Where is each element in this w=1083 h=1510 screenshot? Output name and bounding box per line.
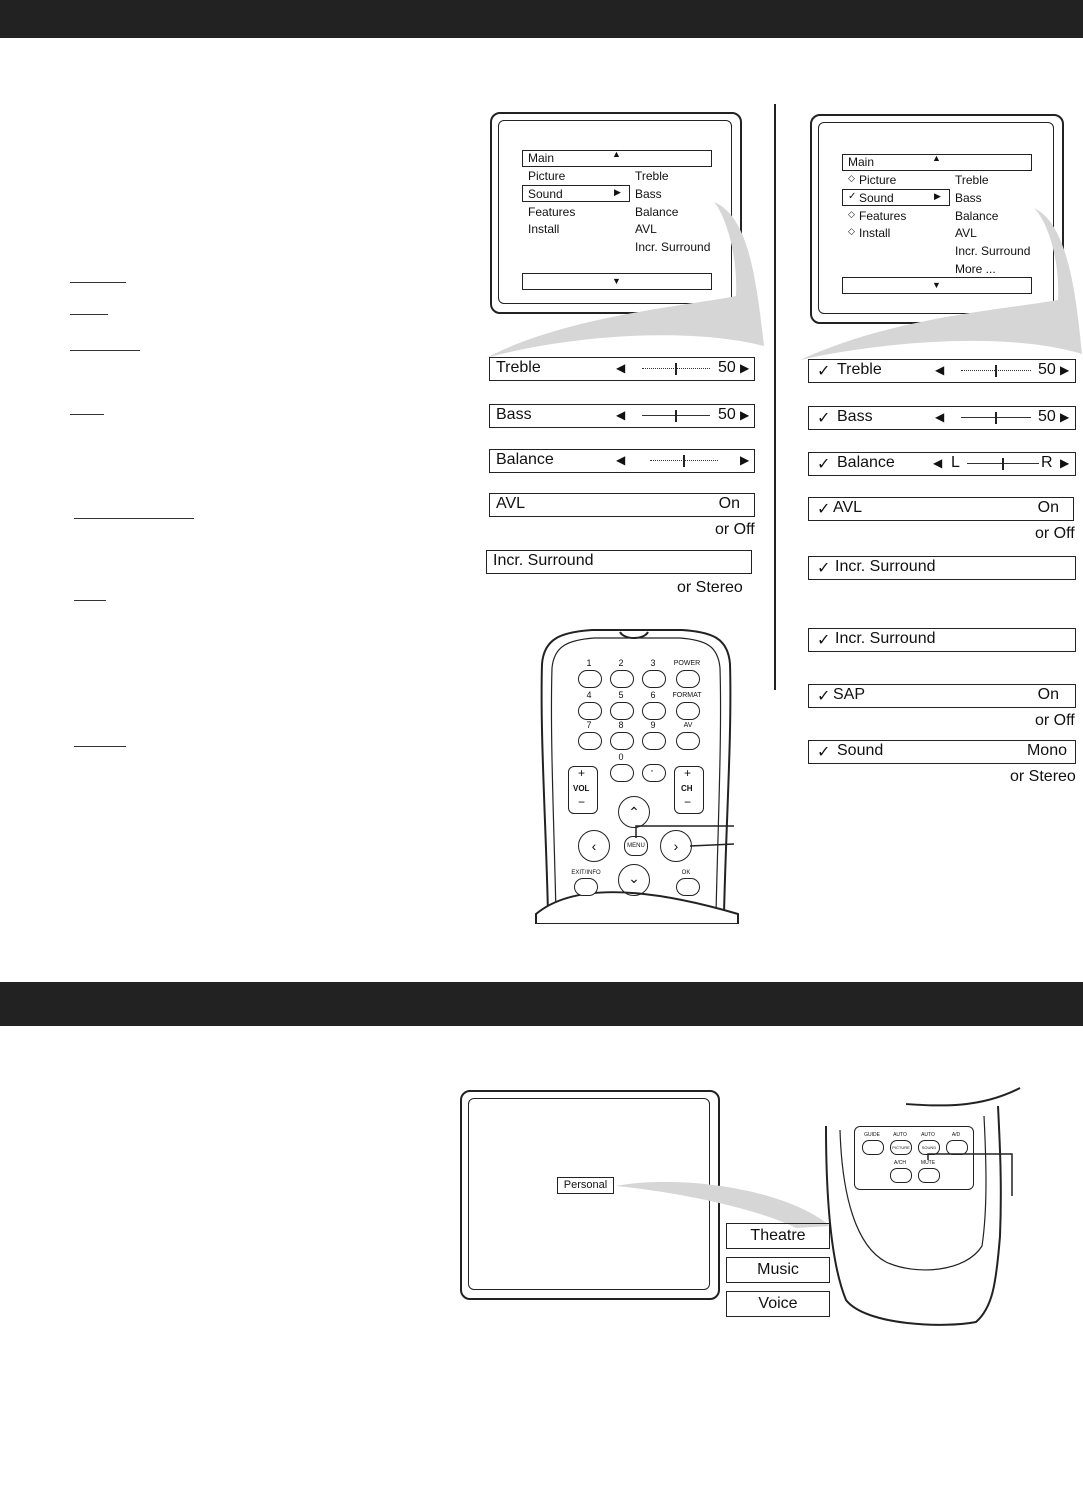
key-2[interactable] (610, 670, 634, 688)
right-arrow-icon[interactable]: ▶ (1060, 363, 1070, 377)
balance-control[interactable] (489, 449, 755, 473)
sound-alt: or Stereo (1010, 768, 1076, 785)
ad-label: A/D (951, 1132, 961, 1138)
submenu-bass[interactable]: Bass (635, 187, 662, 201)
right-arrow-icon[interactable]: ▶ (740, 361, 750, 375)
avl-label: AVL (496, 495, 526, 512)
balance-label: Balance (496, 451, 554, 468)
avl-control[interactable] (489, 493, 755, 517)
sound-mode-music[interactable] (726, 1257, 830, 1283)
auto-sound-sublabel: SOUND (921, 1145, 937, 1150)
menu-item-features[interactable]: Features (528, 205, 576, 219)
left-arrow-icon[interactable]: ◀ (935, 410, 945, 424)
ach-button[interactable] (890, 1168, 912, 1183)
incr-surround-label: Incr. Surround (493, 552, 594, 569)
check-icon: ✓ (848, 191, 857, 202)
key-label-1: 1 (586, 658, 592, 668)
ach-label: A/CH (894, 1160, 906, 1166)
key-6[interactable] (642, 702, 666, 720)
header-bar-top (0, 0, 1083, 38)
key-label-power: POWER (673, 660, 701, 667)
treble-label: Treble (837, 361, 882, 378)
zoom-swoosh-right (800, 204, 1083, 364)
remote-control-lower (816, 1086, 1036, 1330)
sound-control[interactable] (808, 740, 1076, 764)
key-label-format: FORMAT (672, 692, 702, 699)
menu-item-picture[interactable]: Picture (528, 169, 566, 183)
bass-slider[interactable] (642, 415, 710, 416)
avl-label: AVL (833, 499, 863, 516)
menu-header: Main (528, 151, 555, 165)
balance-slider[interactable] (650, 460, 718, 461)
check-icon: ✓ (817, 363, 831, 380)
text-underline (74, 746, 126, 747)
auto-picture-sublabel: PICTURE (892, 1145, 910, 1150)
submenu-bass[interactable]: Bass (955, 191, 982, 205)
submenu-balance[interactable]: Balance (955, 209, 999, 223)
current-sound-mode (557, 1177, 614, 1194)
ch-rocker[interactable] (674, 766, 704, 814)
slider-thumb[interactable] (995, 412, 997, 424)
check-icon: ✓ (817, 632, 831, 649)
remote-control (532, 624, 742, 924)
menu-item-sound[interactable]: Sound (528, 187, 563, 201)
guide-label: GUIDE (864, 1132, 880, 1138)
column-divider (774, 104, 776, 690)
submenu-balance[interactable]: Balance (635, 205, 679, 219)
check-icon: ✓ (817, 410, 831, 427)
vol-rocker[interactable] (568, 766, 598, 814)
key-4[interactable] (578, 702, 602, 720)
down-arrow-icon: ▼ (612, 276, 621, 286)
auto-picture-button[interactable] (890, 1140, 912, 1155)
exit-info-button[interactable] (574, 878, 598, 896)
exit-info-label: EXIT/INFO (571, 870, 601, 876)
key-0[interactable] (610, 764, 634, 782)
current-sound-mode-label: Personal (563, 1179, 608, 1191)
treble-control[interactable] (808, 359, 1076, 383)
left-arrow-icon[interactable]: ◀ (616, 361, 626, 375)
callout-line-lower (920, 1150, 1020, 1200)
ch-label: CH (681, 784, 693, 793)
diamond-icon: ◇ (848, 226, 855, 236)
bass-label: Bass (837, 408, 873, 425)
key-label-6: 6 (650, 690, 656, 700)
menu-label: MENU (627, 843, 645, 849)
header-bar-middle (0, 982, 1083, 1026)
vol-label: VOL (573, 784, 590, 793)
submenu-incr-surround[interactable]: Incr. Surround (955, 244, 1031, 258)
balance-control[interactable] (808, 452, 1076, 476)
vol-plus[interactable]: + (578, 766, 586, 780)
ok-button[interactable] (676, 878, 700, 896)
sap-alt: or Off (1035, 712, 1075, 729)
bass-control[interactable] (808, 406, 1076, 430)
ch-minus[interactable]: − (684, 795, 692, 809)
menu-item-picture[interactable]: Picture (859, 173, 897, 187)
callout-lines (630, 820, 740, 860)
incr-surround-control-alt[interactable] (808, 628, 1076, 652)
key-label-4: 4 (586, 690, 592, 700)
auto-sound-label: AUTO (921, 1132, 935, 1138)
treble-control[interactable] (489, 357, 755, 381)
right-arrow-icon[interactable]: ▶ (1060, 456, 1070, 470)
sound-label: Sound (837, 742, 884, 759)
format-button[interactable] (676, 702, 700, 720)
key-label-3: 3 (650, 658, 656, 668)
key-3[interactable] (642, 670, 666, 688)
key-1[interactable] (578, 670, 602, 688)
power-button[interactable] (676, 670, 700, 688)
key-label-5: 5 (618, 690, 624, 700)
nav-up-button[interactable]: ⌃ (618, 796, 650, 828)
right-arrow-icon: ▶ (614, 187, 621, 197)
menu-item-sound[interactable]: Sound (859, 191, 894, 205)
nav-right-button[interactable]: › (660, 830, 692, 862)
down-arrow-icon: ▼ (932, 280, 941, 290)
left-arrow-icon[interactable]: ◀ (616, 408, 626, 422)
key-label-av: AV (683, 722, 693, 729)
text-underline (70, 350, 140, 351)
vol-minus[interactable]: − (578, 795, 586, 809)
right-arrow-icon[interactable]: ▶ (740, 408, 750, 422)
submenu-treble[interactable]: Treble (635, 169, 669, 183)
sound-value: Mono (1026, 742, 1067, 759)
slider-thumb[interactable] (995, 365, 997, 377)
treble-slider[interactable] (642, 368, 710, 369)
key-dot[interactable] (642, 764, 666, 782)
sound-mode-theatre-label: Theatre (750, 1227, 806, 1244)
menu-item-install[interactable]: Install (859, 226, 891, 240)
sap-label: SAP (833, 686, 866, 703)
auto-picture-label: AUTO (893, 1132, 907, 1138)
check-icon: ✓ (817, 688, 831, 705)
check-icon: ✓ (817, 456, 831, 473)
sound-mode-voice[interactable] (726, 1291, 830, 1317)
text-underline (70, 314, 108, 315)
menu-item-features[interactable]: Features (859, 209, 907, 223)
key-5[interactable] (610, 702, 634, 720)
dot-label: · (650, 763, 654, 777)
key-label-8: 8 (618, 720, 624, 730)
submenu-incr-surround[interactable]: Incr. Surround (635, 240, 711, 254)
remote-lower-body (816, 1086, 1036, 1330)
incr-surround-alt: or Stereo (677, 579, 743, 596)
text-underline (70, 282, 126, 283)
bass-label: Bass (496, 406, 532, 423)
key-label-7: 7 (586, 720, 592, 730)
slider-thumb[interactable] (683, 455, 685, 467)
right-arrow-icon[interactable]: ▶ (1060, 410, 1070, 424)
slider-thumb[interactable] (675, 363, 677, 375)
up-arrow-icon: ▲ (612, 149, 621, 159)
nav-down-button[interactable]: ⌄ (618, 864, 650, 896)
avl-value: On (1037, 499, 1059, 516)
avl-control[interactable] (808, 497, 1074, 521)
slider-thumb[interactable] (675, 410, 677, 422)
check-icon: ✓ (817, 560, 831, 577)
right-arrow-icon[interactable]: ▶ (740, 453, 750, 467)
check-icon: ✓ (817, 501, 831, 518)
incr-surround-control[interactable] (808, 556, 1076, 580)
sap-value: On (1037, 686, 1059, 703)
sound-mode-music-label: Music (757, 1261, 799, 1278)
text-underline (74, 600, 106, 601)
menu-item-install[interactable]: Install (528, 222, 560, 236)
guide-button[interactable] (862, 1140, 884, 1155)
text-underline (74, 518, 194, 519)
mute-label: MUTE (920, 1160, 936, 1166)
sap-control[interactable] (808, 684, 1076, 708)
up-arrow-icon: ▲ (932, 153, 941, 163)
ok-label: OK (681, 870, 691, 876)
check-icon: ✓ (817, 744, 831, 761)
submenu-avl[interactable]: AVL (955, 226, 977, 240)
balance-left-label: L (951, 454, 960, 471)
bass-slider[interactable] (961, 417, 1031, 418)
bass-value: 50 (1038, 408, 1056, 425)
left-arrow-icon[interactable]: ◀ (933, 456, 943, 470)
submenu-treble[interactable]: Treble (955, 173, 989, 187)
avl-value: On (718, 495, 740, 512)
av-button[interactable] (676, 732, 700, 750)
slider-thumb[interactable] (1002, 458, 1004, 470)
ch-plus[interactable]: + (684, 766, 692, 780)
nav-left-button[interactable]: ‹ (578, 830, 610, 862)
incr-surround-label: Incr. Surround (835, 630, 936, 647)
incr-surround-label: Incr. Surround (835, 558, 936, 575)
key-9[interactable] (642, 732, 666, 750)
sound-mode-voice-label: Voice (758, 1295, 798, 1312)
key-label-2: 2 (618, 658, 624, 668)
submenu-more[interactable]: More ... (955, 262, 996, 276)
left-arrow-icon[interactable]: ◀ (935, 363, 945, 377)
diamond-icon: ◇ (848, 173, 855, 183)
bass-control[interactable] (489, 404, 755, 428)
balance-label: Balance (837, 454, 895, 471)
diamond-icon: ◇ (848, 209, 855, 219)
balance-right-label: R (1041, 454, 1053, 471)
incr-surround-control[interactable] (486, 550, 752, 574)
avl-alt: or Off (1035, 525, 1075, 542)
text-underline (70, 414, 104, 415)
avl-alt: or Off (715, 521, 755, 538)
sound-mode-theatre[interactable] (726, 1223, 830, 1249)
bass-value: 50 (718, 406, 736, 423)
key-7[interactable] (578, 732, 602, 750)
submenu-avl[interactable]: AVL (635, 222, 657, 236)
key-label-9: 9 (650, 720, 656, 730)
key-8[interactable] (610, 732, 634, 750)
menu-header: Main (848, 155, 875, 169)
balance-slider[interactable] (967, 463, 1039, 464)
treble-value: 50 (718, 359, 736, 376)
left-arrow-icon[interactable]: ◀ (616, 453, 626, 467)
treble-value: 50 (1038, 361, 1056, 378)
right-arrow-icon: ▶ (934, 191, 941, 201)
treble-slider[interactable] (961, 370, 1031, 371)
zoom-swoosh-left (486, 196, 776, 362)
treble-label: Treble (496, 359, 541, 376)
key-label-0: 0 (618, 752, 624, 762)
